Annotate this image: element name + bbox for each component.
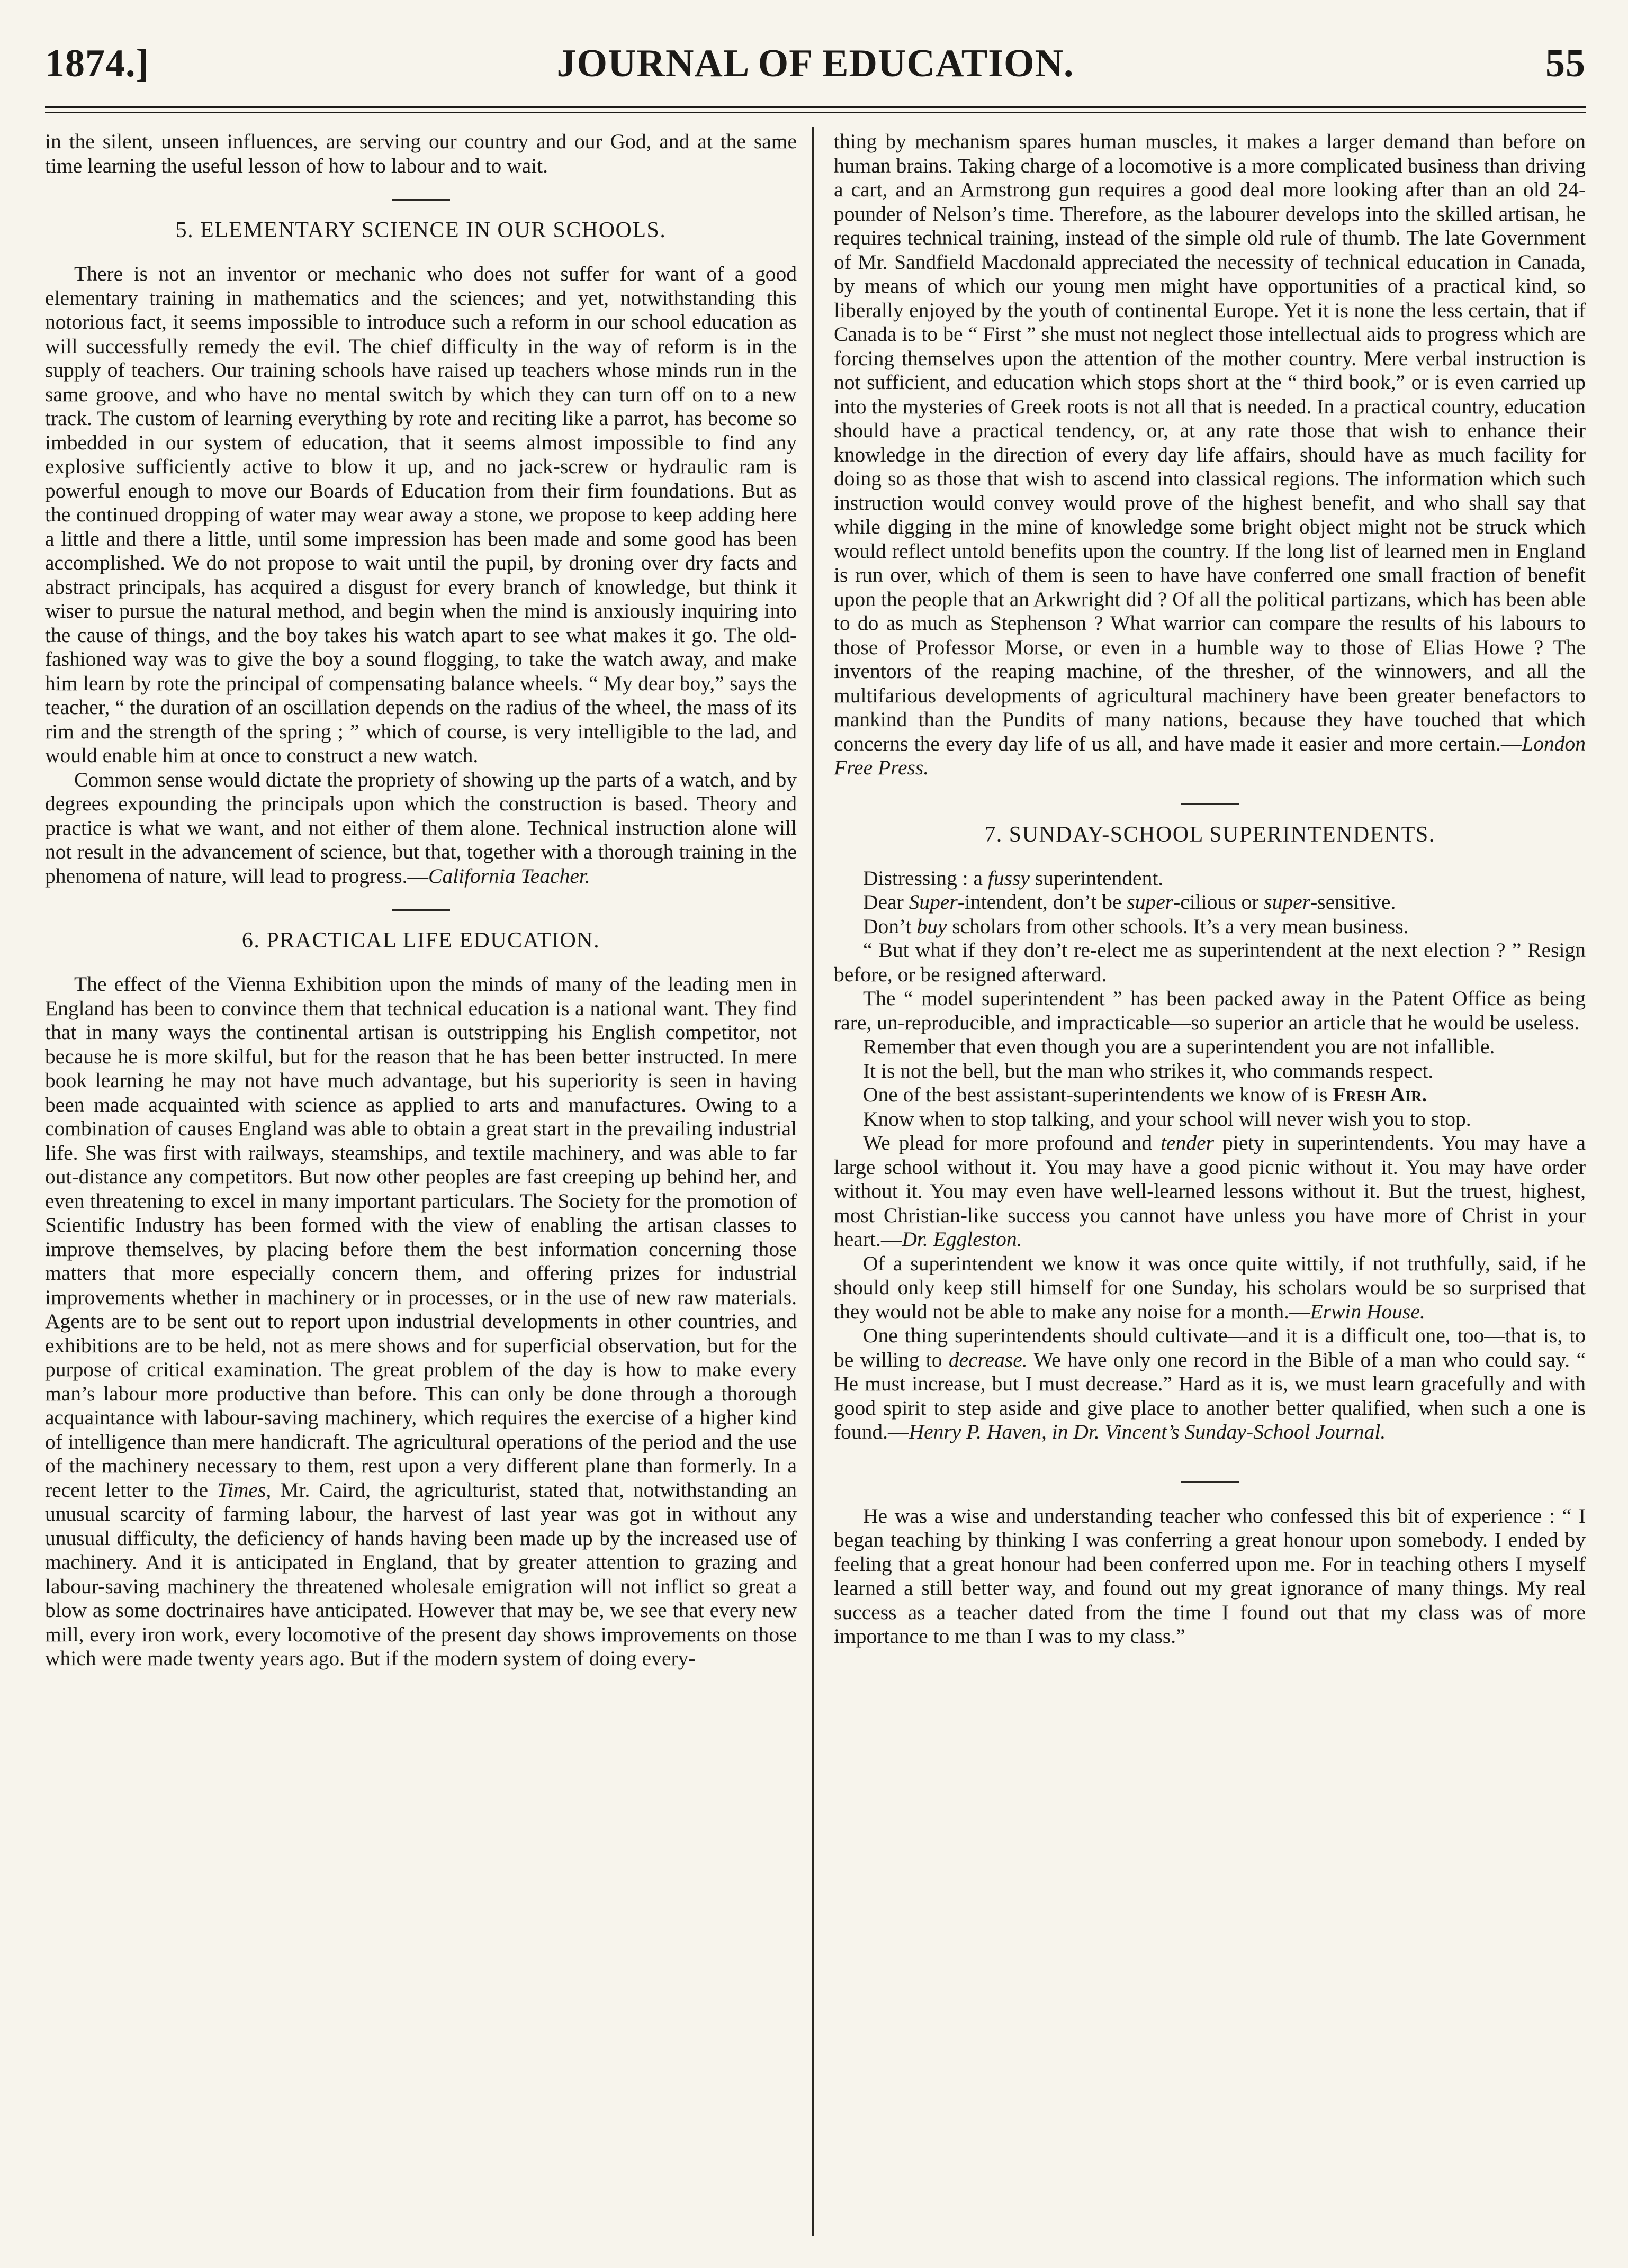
section-separator <box>392 909 450 911</box>
intro-paragraph: in the silent, unseen influences, are serving our country and our God, and at the same time learning the useful lesson of how to labour and to wait. <box>45 130 797 177</box>
section-separator <box>392 199 450 201</box>
source-citation: London Free Press. <box>834 731 1586 779</box>
section-5-heading: 5. ELEMENTARY SCIENCE IN OUR SCHOOLS. <box>175 218 667 242</box>
maxim-8: One of the best assistant-superintendents we know of is Fresh Air. <box>863 1083 1427 1106</box>
maxim-1: Distressing : a fussy superintendent. <box>863 866 1164 890</box>
section-7-heading: 7. SUNDAY-SCHOOL SUPERINTENDENTS. <box>984 822 1435 847</box>
section-6-paragraph-1: The effect of the Vienna Exhibition upon the minds of many of the leading men in England has been to convince them that technical education is a national want. They find that in many ways the continental artisan is outstripping his English competitor, not because he is more skilful, but for the reason that he has been better instructed. In mere book learning he may not have much advantage, but his superiority is seen in having been made acquainted with science as applied to arts and manufactures. Owing to a combination of causes England was able to obtain a great start in the prevailing industrial life. She was first with railways, steamships, and textile machinery, and was able to far out-distance any competitors. But now other peoples are fast creeping up behind her, and even threatening to excel in many important particulars. The Society for the promotion of Scientific Industry has been formed with the view of enabling the artisan classes to improve themselves, by placing before them the best information concerning those matters that more especially concern them, and offering prizes for industrial improvements whether in machinery or in processes, or in the use of new raw materials. Agents are to be sent out to report upon industrial developments in other countries, and exhibitions are to be held, not as mere shows and for superficial observation, but for the purpose of critical examination. The great problem of the day is how to make every man’s labour more productive than before. This can only be done through a thorough acquaintance with labour-saving machinery, which requires the exercise of a higher kind of intelligence than mere handicraft. The agricultural operations of the period and the use of the machinery necessary to them, rest upon a very different plane than formerly. In a recent letter to the Times, Mr. Caird, the agriculturist, stated that, notwithstanding an unusual scarcity of farming labour, the harvest of last year was got in without any unusual difficulty, the deficiency of hands having been made up by the increased use of machinery. And it is anticipated in England, that by greater attention to grazing and labour-saving machinery the threatened wholesale emigration will not inflict so great a blow as some doctrinaires have anticipated. However that may be, we see that every new mill, every iron work, every locomotive of the present day shows improvements on those which were made twenty years ago. But if the modern system of doing every- <box>45 972 797 1670</box>
header-rule-thin <box>45 112 1586 113</box>
source-citation: Erwin House. <box>1310 1299 1425 1323</box>
maxim-11: Of a superintendent we know it was once quite wittily, if not truthfully, said, if he should only keep still himself for one Sunday, his scholars would be so surprised that they would not be able to make any noise for a month.—Erwin House. <box>834 1251 1586 1323</box>
section-6-continuation: thing by mechanism spares human muscles, it makes a larger demand than before on human brains. Taking charge of a locomotive is a more complicated business than driving a cart, and an Armstrong gun requires a good deal more looking after than an old 24-pounder of Nelson’s time. Therefore, as the labourer develops into the skilled artisan, he requires technical training, instead of the simple old rule of thumb. The late Government of Mr. Sandfield Macdonald appreciated the necessity of technical education in Canada, by means of which our young men might have opportunities of a practical kind, so liberally enjoyed by the youth of continental Europe. Yet it is none the less certain, that if Canada is to be “ First ” she must not neglect those intellectual aids to progress which are forcing themselves upon the attention of the mother country. Mere verbal instruction is not sufficient, and education which stops short at the “ third book,” or is even carried up into the mysteries of Greek roots is not all that is needed. In a practical country, education should have a practical tendency, or, at any rate those that wish to enhance their knowledge in the direction of every day life affairs, should have as much facility for doing so as those that wish to ascend into classical regions. The information which such instruction would convey would prove of the highest benefit, and who shall say that while digging in the mine of knowledge some bright object might not be struck which would reflect untold benefits upon the country. If the long list of learned men in England is run over, which of them is seen to have have conferred one small fraction of benefit upon the people that an Arkwright did ? Of all the political partizans, which has been able to do as much as Stephenson ? What warrior can compare the results of his labours to those of Professor Morse, or even in a humble way to those of Elias Howe ? The inventors of the reaping machine, of the thresher, of the winnowers, and all the multifarious developments of agricultural machinery have been greater benefactors to mankind than the Pundits of many nations, because they have touched that which concerns the every day life of us all, and have made it easier and more certain.—London Free Press. <box>834 130 1586 779</box>
section-5-paragraph-2: Common sense would dictate the propriety of showing up the parts of a watch, and by degrees expounding the principals upon which the construction is based. Theory and practice is what we want, and not either of them alone. Technical instruction alone will not result in the advancement of science, but that, together with a thorough training in the phenomena of nature, will lead to progress.—California Teacher. <box>45 767 797 888</box>
maxim-6: Remember that even though you are a superintendent you are not infallible. <box>863 1035 1495 1058</box>
maxim-5: The “ model superintendent ” has been packed away in the Patent Office as being rare, un-reproducible, and impracticable—so superior an article that he would be useless. <box>834 987 1586 1034</box>
source-citation: California Teacher. <box>428 864 590 888</box>
maxim-12: One thing superintendents should cultivate—and it is a difficult one, too—that is, to be willing to decrease. We have only one record in the Bible of a man who could say. “ He must increase, but I must decrease.” Hard as it is, we must learn gracefully and with good spirit to step aside and give place to another better qualified, when such a one is found.—Henry P. Haven, in Dr. Vincent’s Sunday-School Journal. <box>834 1324 1586 1443</box>
left-column <box>45 130 797 1671</box>
closing-anecdote: He was a wise and understanding teacher who confessed this bit of experience : “ I began teaching by thinking I was conferring a great honour upon somebody. I ended by feeling that a great honour had been conferred upon me. For in teaching others I myself learned a still better way, and found out my great ignorance of many things. My real success as a teacher dated from the time I found out that my class was of more importance to me than I was to my class.” <box>834 1504 1586 1648</box>
section-5-paragraph-1: There is not an inventor or mechanic who does not suffer for want of a good elementary training in mathematics and the sciences; and yet, notwithstanding this notorious fact, it seems impossible to introduce such a reform in our school education as will successfully remedy the evil. The chief difficulty in the way of reform is in the supply of teachers. Our training schools have raised up teachers whose minds run in the same groove, and who have no mental switch by which they can turn off on to a new track. The custom of learning everything by rote and reciting like a parrot, has become so imbedded in our system of education, that it seems almost impossible to find any explosive sufficiently active to blow it up, and no jack-screw or hydraulic ram is powerful enough to move our Boards of Education from their firm foundations. But as the continued dropping of water may wear away a stone, we propose to keep adding here a little and there a little, until some impression has been made and some good has been accomplished. We do not propose to wait until the pupil, by droning over dry facts and abstract principals, has acquired a disgust for every branch of knowledge, but think it wiser to pursue the natural method, and begin when the mind is anxiously inquiring into the cause of things, and the boy takes his watch apart to see what makes it go. The old-fashioned way was to give the boy a sound flogging, to take the watch away, and make him learn by rote the principal of compensating balance wheels. “ My dear boy,” says the teacher, “ the duration of an oscillation depends on the radius of the wheel, the mass of its rim and the strength of the spring ; ” which of course, is very intelligible to the lad, and would enable him at once to construct a new watch. <box>45 262 797 767</box>
maxim-4: “ But what if they don’t re-elect me as superintendent at the next election ? ” Resign before, or be resigned afterward. <box>834 938 1586 986</box>
maxim-7: It is not the bell, but the man who strikes it, who commands respect. <box>863 1059 1434 1082</box>
source-citation: Henry P. Haven, in Dr. Vincent’s Sunday-School Journal. <box>909 1420 1386 1443</box>
page-number: 55 <box>1545 42 1586 85</box>
section-6-heading: 6. PRACTICAL LIFE EDUCATION. <box>241 928 600 953</box>
right-column <box>834 130 1586 1649</box>
journal-title: JOURNAL OF EDUCATION. <box>556 42 1074 85</box>
header-rule <box>45 106 1586 108</box>
maxim-2: Dear Super-intendent, don’t be super-cilious or super-sensitive. <box>863 890 1396 914</box>
column-divider <box>812 127 814 2236</box>
newspaper-name: Times, <box>217 1478 272 1502</box>
maxim-10: We plead for more profound and tender piety in superintendents. You may have a large school without it. You may have a good picnic without it. You may have order without it. You may even have well-learned lessons without it. But the truest, highest, most Christian-like success you cannot have unless you have more of Christ in your heart.—Dr. Eggleston. <box>834 1131 1586 1251</box>
section-separator <box>1181 803 1239 805</box>
source-citation: Dr. Eggleston. <box>902 1227 1022 1251</box>
maxim-3: Don’t buy scholars from other schools. It’s a very mean business. <box>863 914 1409 938</box>
issue-year: 1874.] <box>45 42 150 85</box>
maxim-9: Know when to stop talking, and your school will never wish you to stop. <box>863 1107 1471 1131</box>
running-head <box>45 41 1586 100</box>
